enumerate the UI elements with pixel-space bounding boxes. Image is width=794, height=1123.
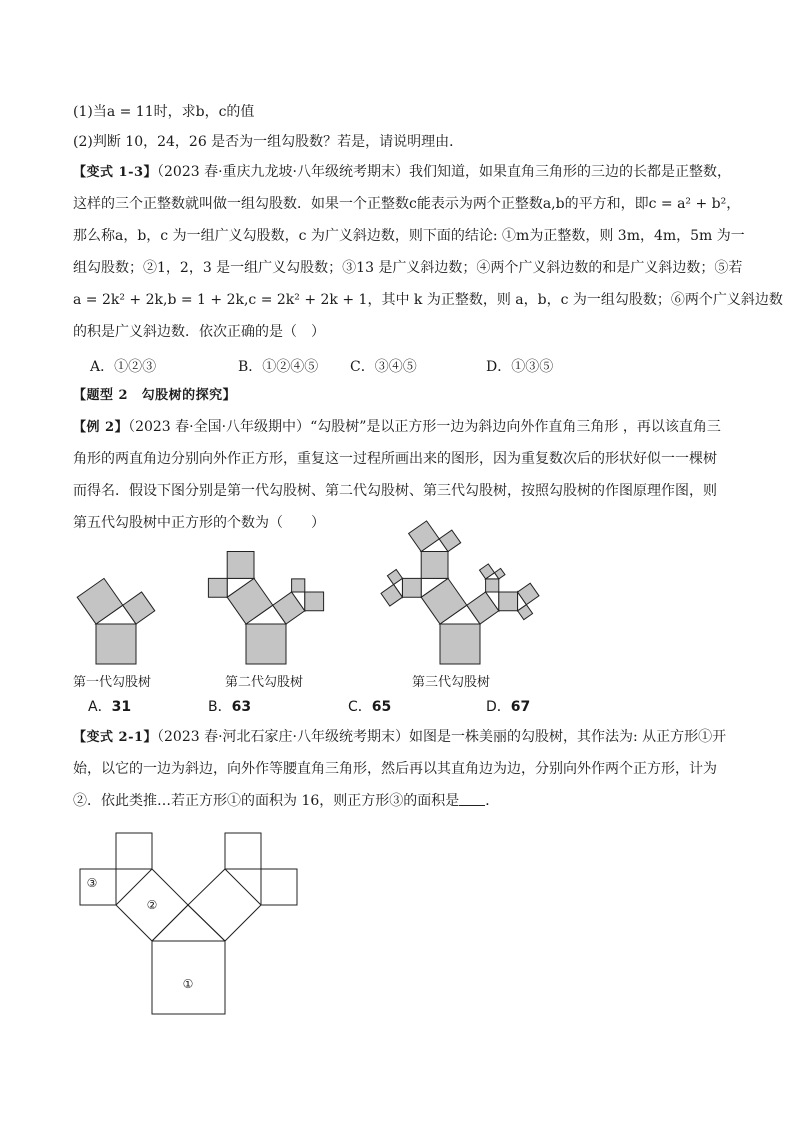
v21-line3: ②．依此类推…若正方形①的面积为 16，则正方形③的面积是 ．	[73, 793, 500, 809]
v13-line6: 的积是广义斜边数．依次正确的是（ ）	[73, 324, 325, 340]
tree-gen2	[208, 552, 323, 665]
v13-line5: a = 2k² + 2k,b = 1 + 2k,c = 2k² + 2k + 1，其中 k 为正整数，则 a，b，c 为一组勾股数；⑥两个广义斜边数	[73, 292, 783, 308]
caption-gen3: 第三代勾股树	[412, 675, 491, 690]
ex2-line4: 第五代勾股树中正方形的个数为（ ）	[73, 515, 325, 531]
v13-option-d[interactable]: D．①③⑤	[486, 359, 554, 375]
answer-blank[interactable]	[459, 793, 485, 806]
square-3-top-right	[225, 833, 261, 869]
tree-square	[402, 578, 421, 597]
ex2-option-a[interactable]: A．31	[88, 699, 132, 715]
tree-square	[421, 552, 448, 579]
tree-square	[96, 624, 136, 664]
v21-line1	[73, 729, 733, 746]
v13-tag: 【变式 1-3】	[73, 165, 158, 180]
ex2-option-c[interactable]: C．65	[348, 699, 392, 715]
tree-gen1	[77, 578, 155, 664]
ex2-text1: “勾股树”是以正方形一边为斜边向外作直角三角形 ，再以该直角三	[310, 419, 721, 435]
tree-square	[499, 592, 518, 611]
ex2-line3: 而得名．假设下图分别是第一代勾股树、第二代勾股树、第三代勾股树，按照勾股树的作图原理作图，则	[73, 483, 717, 499]
tree-square	[440, 624, 480, 664]
tree-gen3	[381, 521, 539, 664]
v13-text1: 我们知道，如果直角三角形的三边的长都是正整数，	[409, 164, 731, 180]
square-2-right	[188, 869, 261, 941]
v13-line1	[73, 164, 733, 181]
tree-square	[305, 592, 324, 611]
tree-square	[292, 579, 305, 592]
label-square-3: ③	[86, 876, 98, 890]
v21-tag: 【变式 2-1】	[73, 730, 158, 745]
type2-heading: 【题型 2 勾股树的探究】	[73, 388, 237, 403]
v13-line2: 这样的三个正整数就叫做一组勾股数．如果一个正整数c能表示为两个正整数a,b的平方和，即c = a² + b²，	[73, 196, 741, 212]
v13-option-c[interactable]: C．③④⑤	[350, 359, 417, 375]
tree-square	[486, 579, 499, 592]
label-square-2: ②	[146, 898, 158, 912]
v21-line2: 始，以它的一边为斜边，向外作等腰直角三角形，然后再以其直角边为边，分别向外作两个正方形，计为	[73, 761, 717, 777]
isosceles-pythagoras-tree-figure	[0, 825, 794, 1025]
ex2-line1	[73, 419, 733, 436]
tree-square	[246, 624, 286, 664]
tree-square	[208, 578, 227, 597]
caption-gen1: 第一代勾股树	[73, 675, 152, 690]
v13-line3: 那么称a，b，c 为一组广义勾股数，c 为广义斜边数，则下面的结论: ①m为正整数，则 3m，4m，5m 为一	[73, 228, 745, 244]
v21-source: （2023 春·河北石家庄·八年级统考期末）	[157, 729, 409, 745]
ex2-option-d[interactable]: D．67	[486, 699, 531, 715]
ex2-line2: 角形的两直角边分别向外作正方形，重复这一过程所画出来的图形，因为重复数次后的形状好似一一棵树	[73, 451, 717, 467]
q1-part1: (1)当a = 11时，求b，c的值	[73, 104, 255, 120]
square-3-right	[261, 869, 297, 905]
tree-square	[227, 552, 254, 579]
ex2-tag: 【例 2】	[73, 420, 129, 435]
square-3-left	[80, 869, 116, 905]
v13-source: （2023 春·重庆九龙坡·八年级统考期末）	[157, 164, 409, 180]
v13-option-a[interactable]: A．①②③	[90, 359, 157, 375]
triangle-1	[152, 905, 225, 941]
ex2-source: （2023 春·全国·八年级期中）	[128, 419, 311, 435]
ex2-option-b[interactable]: B．63	[208, 699, 252, 715]
label-square-1: ①	[182, 977, 194, 991]
v21-text1: 如图是一株美丽的勾股树，其作法为: 从正方形①开	[409, 729, 727, 745]
v13-option-b[interactable]: B．①②④⑤	[238, 359, 319, 375]
v13-line4: 组勾股数；②1，2，3 是一组广义勾股数；③13 是广义斜边数；④两个广义斜边数的和是广义斜边数；⑤若	[73, 260, 743, 276]
q1-part2: (2)判断 10，24，26 是否为一组勾股数？若是，请说明理由．	[73, 134, 464, 150]
caption-gen2: 第二代勾股树	[225, 675, 304, 690]
pythagoras-trees-figure	[0, 540, 794, 670]
square-3-top-left	[116, 833, 152, 869]
